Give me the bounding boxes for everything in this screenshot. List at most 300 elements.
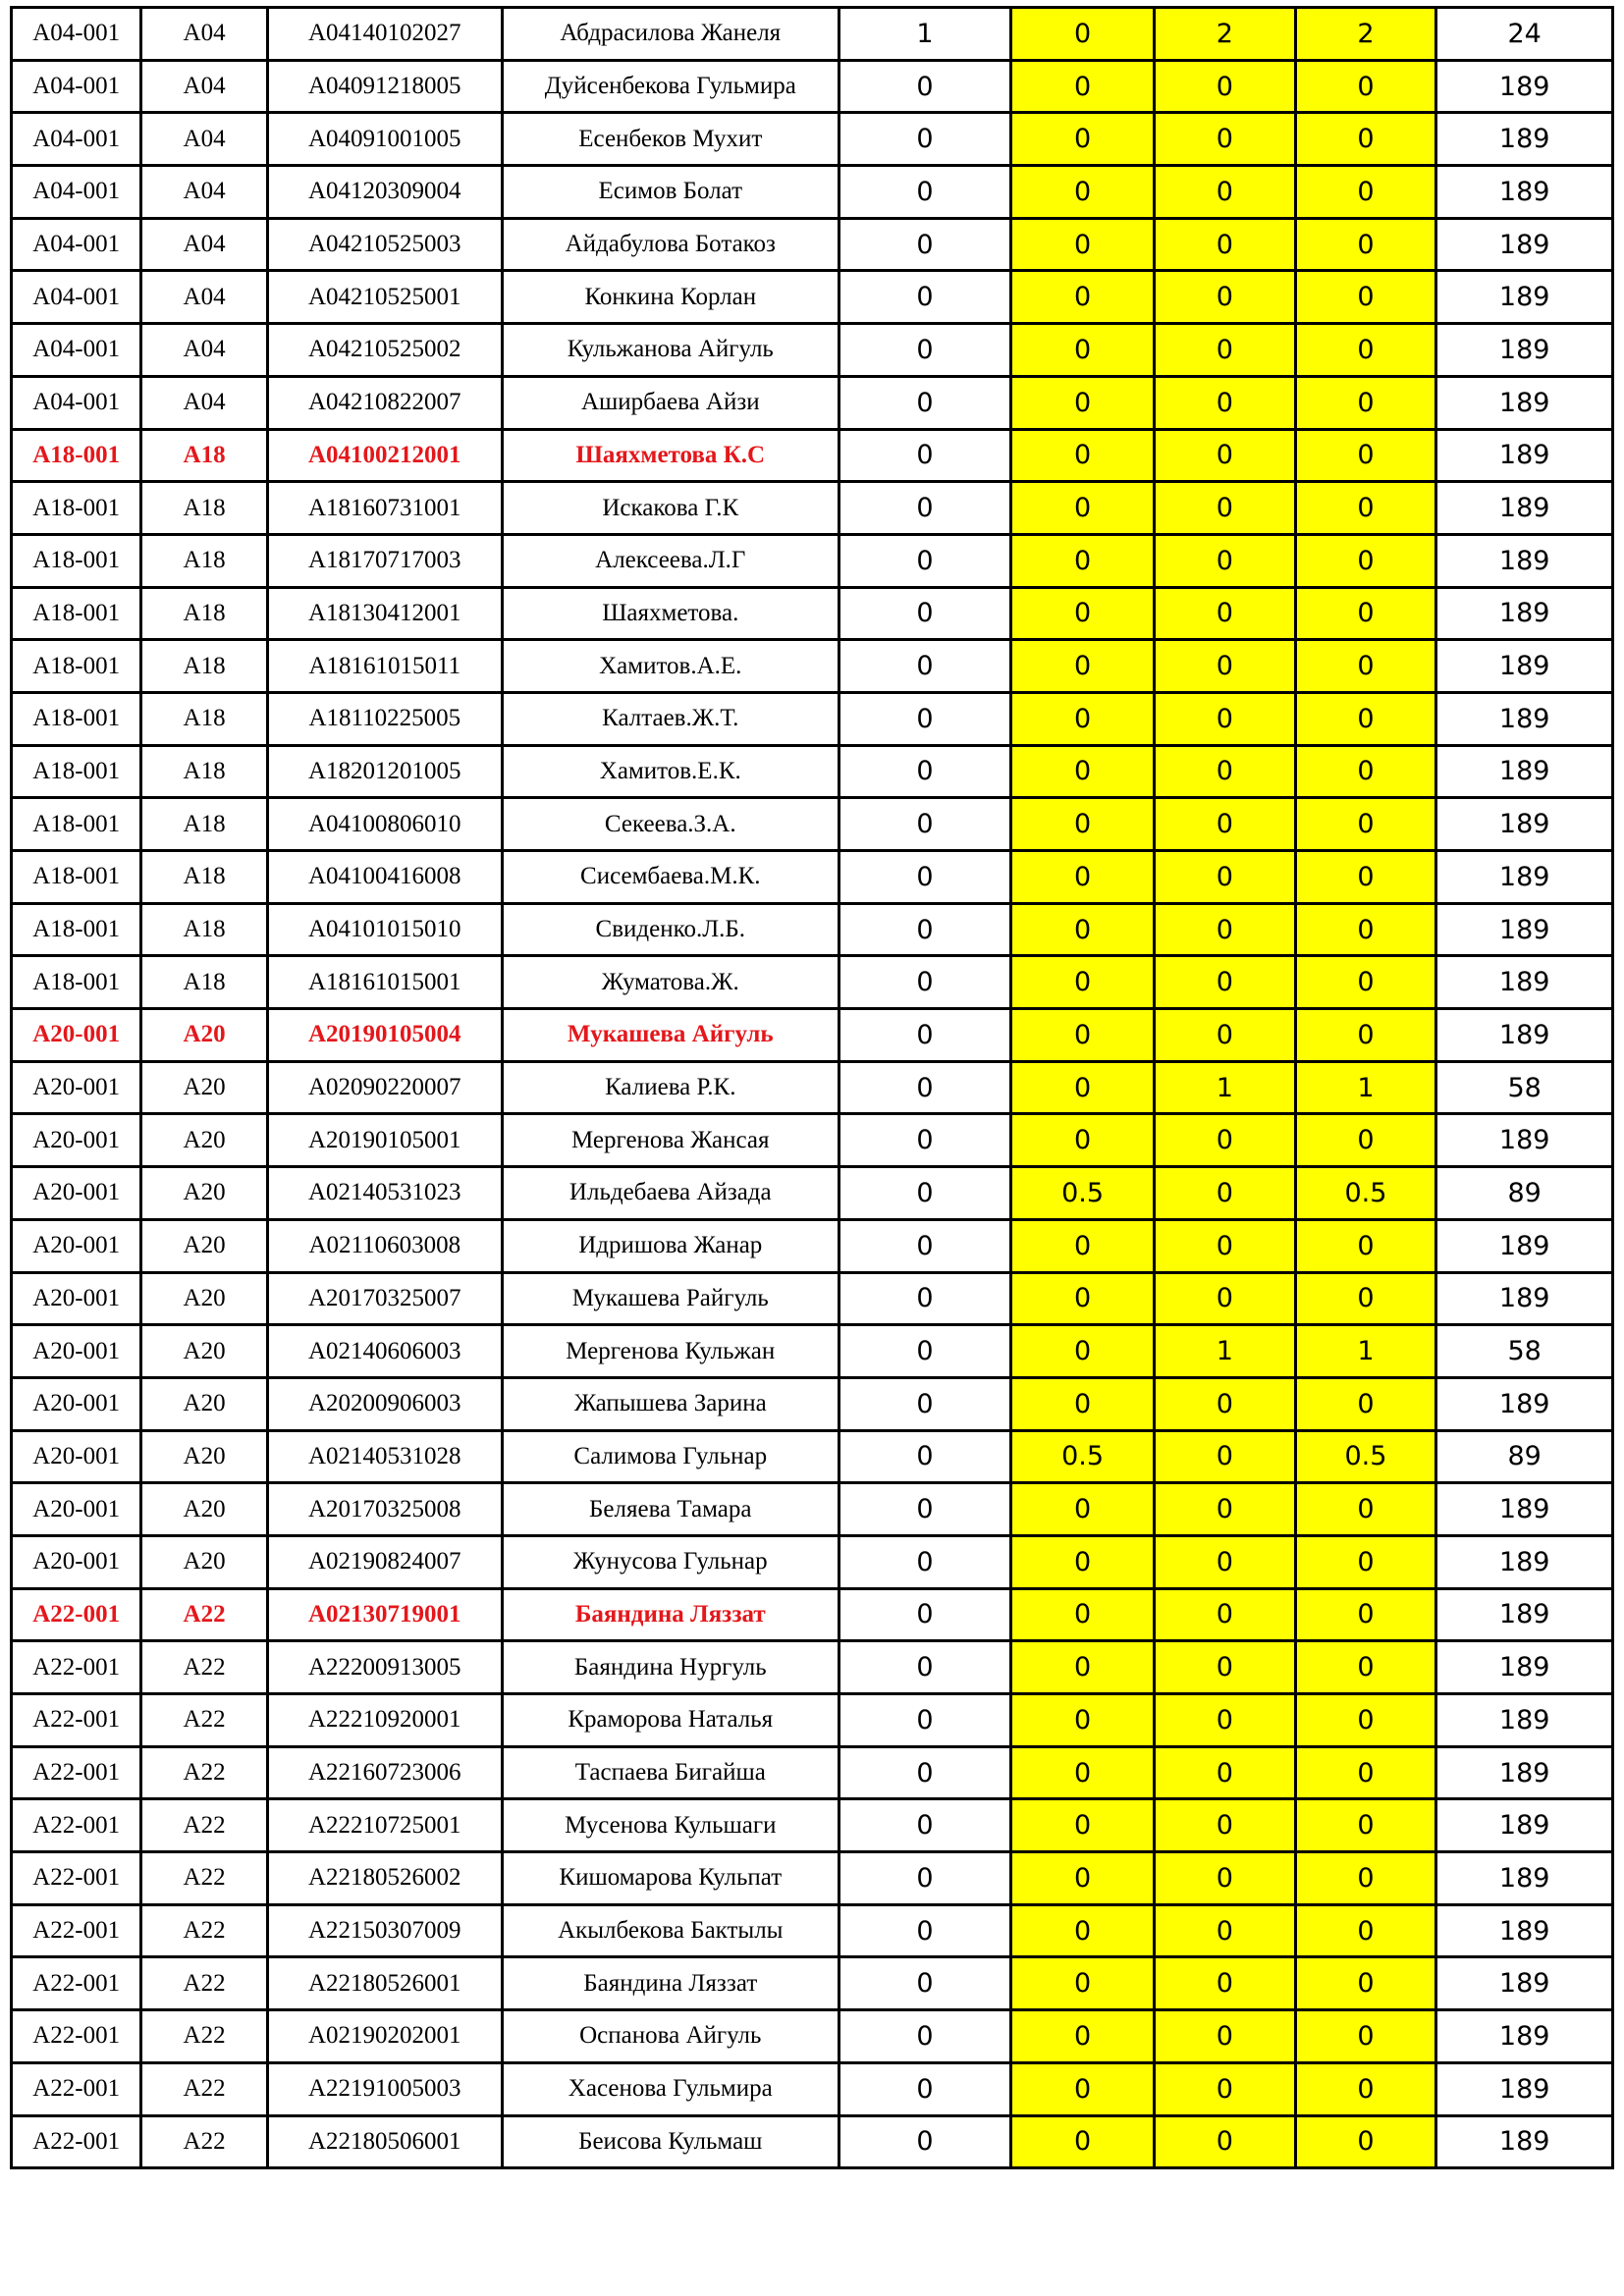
cell-id: А02190202001 bbox=[267, 2010, 502, 2063]
cell-code: А18-001 bbox=[12, 534, 141, 587]
cell-value-5: 189 bbox=[1436, 587, 1613, 640]
cell-id: А04100212001 bbox=[267, 429, 502, 482]
table-row bbox=[12, 1535, 1613, 1588]
table-row bbox=[12, 218, 1613, 271]
cell-name: Аширбаева Айзи bbox=[502, 376, 839, 429]
cell-group: А20 bbox=[141, 1114, 267, 1167]
cell-code: А22-001 bbox=[12, 1641, 141, 1694]
cell-value-3: 2 bbox=[1154, 8, 1295, 61]
cell-group: А20 bbox=[141, 1219, 267, 1272]
cell-value-1: 0 bbox=[839, 1852, 1011, 1905]
cell-code: А22-001 bbox=[12, 1746, 141, 1799]
cell-id: А02140531028 bbox=[267, 1430, 502, 1483]
cell-value-3: 0 bbox=[1154, 587, 1295, 640]
cell-value-1: 0 bbox=[839, 745, 1011, 798]
cell-value-3: 0 bbox=[1154, 482, 1295, 535]
cell-value-3: 0 bbox=[1154, 1694, 1295, 1747]
cell-code: А22-001 bbox=[12, 2115, 141, 2168]
cell-id: А04210525002 bbox=[267, 324, 502, 377]
cell-value-5: 189 bbox=[1436, 1746, 1613, 1799]
cell-code: А04-001 bbox=[12, 376, 141, 429]
cell-group: А22 bbox=[141, 1852, 267, 1905]
cell-value-1: 0 bbox=[839, 1588, 1011, 1641]
cell-id: А20190105001 bbox=[267, 1114, 502, 1167]
cell-id: А04140102027 bbox=[267, 8, 502, 61]
cell-value-2: 0 bbox=[1011, 1061, 1155, 1114]
cell-value-2: 0.5 bbox=[1011, 1167, 1155, 1220]
cell-code: А20-001 bbox=[12, 1272, 141, 1325]
cell-value-1: 0 bbox=[839, 324, 1011, 377]
cell-value-2: 0 bbox=[1011, 1009, 1155, 1062]
cell-value-5: 189 bbox=[1436, 218, 1613, 271]
cell-value-4: 0 bbox=[1295, 1904, 1436, 1957]
cell-value-1: 0 bbox=[839, 2010, 1011, 2063]
cell-code: А04-001 bbox=[12, 113, 141, 166]
cell-group: А04 bbox=[141, 113, 267, 166]
cell-code: А22-001 bbox=[12, 1904, 141, 1957]
cell-id: А18170717003 bbox=[267, 534, 502, 587]
table-row bbox=[12, 113, 1613, 166]
cell-value-3: 0 bbox=[1154, 324, 1295, 377]
cell-name: Оспанова Айгуль bbox=[502, 2010, 839, 2063]
cell-value-3: 0 bbox=[1154, 903, 1295, 956]
cell-id: А18161015001 bbox=[267, 956, 502, 1009]
cell-id: А22180526001 bbox=[267, 1957, 502, 2010]
cell-value-4: 0 bbox=[1295, 1746, 1436, 1799]
cell-value-1: 0 bbox=[839, 1535, 1011, 1588]
cell-value-3: 0 bbox=[1154, 429, 1295, 482]
cell-value-3: 0 bbox=[1154, 218, 1295, 271]
cell-value-3: 0 bbox=[1154, 1483, 1295, 1536]
cell-name: Дуйсенбекова Гульмира bbox=[502, 60, 839, 113]
table-row bbox=[12, 1641, 1613, 1694]
cell-value-5: 189 bbox=[1436, 1272, 1613, 1325]
table-body bbox=[12, 8, 1613, 2168]
cell-code: А04-001 bbox=[12, 271, 141, 324]
cell-name: Алексеева.Л.Г bbox=[502, 534, 839, 587]
cell-name: Калтаев.Ж.Т. bbox=[502, 692, 839, 745]
cell-value-3: 1 bbox=[1154, 1325, 1295, 1378]
cell-name: Баяндина Ляззат bbox=[502, 1957, 839, 2010]
cell-id: А18161015011 bbox=[267, 640, 502, 693]
table-row bbox=[12, 1957, 1613, 2010]
table-row bbox=[12, 1799, 1613, 1852]
cell-id: А02190824007 bbox=[267, 1535, 502, 1588]
cell-value-2: 0 bbox=[1011, 1957, 1155, 2010]
cell-group: А04 bbox=[141, 166, 267, 219]
cell-value-4: 0 bbox=[1295, 271, 1436, 324]
cell-value-1: 0 bbox=[839, 851, 1011, 904]
cell-code: А18-001 bbox=[12, 903, 141, 956]
cell-value-1: 0 bbox=[839, 692, 1011, 745]
cell-value-5: 189 bbox=[1436, 956, 1613, 1009]
cell-value-4: 0 bbox=[1295, 851, 1436, 904]
cell-value-2: 0 bbox=[1011, 482, 1155, 535]
cell-name: Калиева Р.К. bbox=[502, 1061, 839, 1114]
cell-value-5: 189 bbox=[1436, 1852, 1613, 1905]
cell-value-4: 2 bbox=[1295, 8, 1436, 61]
cell-value-1: 0 bbox=[839, 1009, 1011, 1062]
cell-id: А22210725001 bbox=[267, 1799, 502, 1852]
cell-group: А18 bbox=[141, 798, 267, 851]
cell-value-4: 0 bbox=[1295, 1799, 1436, 1852]
cell-value-4: 0 bbox=[1295, 376, 1436, 429]
cell-value-5: 189 bbox=[1436, 2010, 1613, 2063]
cell-value-4: 0 bbox=[1295, 1588, 1436, 1641]
cell-value-5: 189 bbox=[1436, 166, 1613, 219]
cell-code: А22-001 bbox=[12, 2010, 141, 2063]
cell-id: А04091218005 bbox=[267, 60, 502, 113]
cell-value-4: 0 bbox=[1295, 956, 1436, 1009]
cell-value-1: 0 bbox=[839, 1377, 1011, 1430]
cell-value-2: 0 bbox=[1011, 60, 1155, 113]
cell-code: А20-001 bbox=[12, 1377, 141, 1430]
cell-code: А22-001 bbox=[12, 1852, 141, 1905]
cell-value-4: 0 bbox=[1295, 692, 1436, 745]
cell-value-4: 0 bbox=[1295, 745, 1436, 798]
cell-code: А18-001 bbox=[12, 745, 141, 798]
cell-group: А22 bbox=[141, 2010, 267, 2063]
cell-name: Мергенова Кульжан bbox=[502, 1325, 839, 1378]
cell-name: Хасенова Гульмира bbox=[502, 2062, 839, 2115]
cell-name: Есенбеков Мухит bbox=[502, 113, 839, 166]
cell-value-2: 0 bbox=[1011, 534, 1155, 587]
cell-code: А18-001 bbox=[12, 482, 141, 535]
table-row bbox=[12, 1904, 1613, 1957]
cell-value-1: 0 bbox=[839, 482, 1011, 535]
table-row bbox=[12, 956, 1613, 1009]
table-row bbox=[12, 1746, 1613, 1799]
cell-value-3: 0 bbox=[1154, 60, 1295, 113]
cell-value-1: 0 bbox=[839, 956, 1011, 1009]
cell-name: Хамитов.Е.К. bbox=[502, 745, 839, 798]
cell-name: Сисембаева.М.К. bbox=[502, 851, 839, 904]
cell-value-3: 0 bbox=[1154, 851, 1295, 904]
cell-value-2: 0 bbox=[1011, 2062, 1155, 2115]
cell-value-2: 0 bbox=[1011, 218, 1155, 271]
cell-group: А04 bbox=[141, 324, 267, 377]
cell-value-4: 0 bbox=[1295, 1219, 1436, 1272]
cell-value-1: 0 bbox=[839, 1430, 1011, 1483]
cell-value-3: 0 bbox=[1154, 1588, 1295, 1641]
cell-value-1: 0 bbox=[839, 534, 1011, 587]
cell-group: А20 bbox=[141, 1009, 267, 1062]
cell-value-1: 0 bbox=[839, 376, 1011, 429]
cell-value-3: 0 bbox=[1154, 1272, 1295, 1325]
table-row bbox=[12, 640, 1613, 693]
cell-code: А22-001 bbox=[12, 1957, 141, 2010]
table-row-group-head bbox=[12, 1009, 1613, 1062]
cell-id: А18160731001 bbox=[267, 482, 502, 535]
cell-id: А02110603008 bbox=[267, 1219, 502, 1272]
cell-value-2: 0 bbox=[1011, 376, 1155, 429]
cell-name: Салимова Гульнар bbox=[502, 1430, 839, 1483]
cell-value-2: 0 bbox=[1011, 166, 1155, 219]
cell-value-3: 0 bbox=[1154, 166, 1295, 219]
cell-code: А20-001 bbox=[12, 1167, 141, 1220]
cell-value-2: 0 bbox=[1011, 324, 1155, 377]
cell-group: А04 bbox=[141, 218, 267, 271]
cell-value-3: 0 bbox=[1154, 376, 1295, 429]
staff-table bbox=[10, 6, 1614, 2169]
cell-value-2: 0 bbox=[1011, 798, 1155, 851]
table-row bbox=[12, 1167, 1613, 1220]
cell-value-2: 0 bbox=[1011, 1852, 1155, 1905]
cell-value-1: 0 bbox=[839, 429, 1011, 482]
cell-group: А18 bbox=[141, 534, 267, 587]
cell-value-5: 58 bbox=[1436, 1061, 1613, 1114]
cell-group: А20 bbox=[141, 1061, 267, 1114]
cell-value-1: 0 bbox=[839, 113, 1011, 166]
cell-value-1: 0 bbox=[839, 1904, 1011, 1957]
cell-value-5: 89 bbox=[1436, 1167, 1613, 1220]
cell-name: Идришова Жанар bbox=[502, 1219, 839, 1272]
cell-value-2: 0 bbox=[1011, 640, 1155, 693]
cell-group: А22 bbox=[141, 2062, 267, 2115]
cell-value-4: 0 bbox=[1295, 640, 1436, 693]
cell-value-3: 0 bbox=[1154, 692, 1295, 745]
cell-value-2: 0 bbox=[1011, 2115, 1155, 2168]
cell-value-1: 0 bbox=[839, 2062, 1011, 2115]
cell-value-1: 0 bbox=[839, 166, 1011, 219]
cell-name: Баяндина Нургуль bbox=[502, 1641, 839, 1694]
cell-id: А02140531023 bbox=[267, 1167, 502, 1220]
cell-value-3: 0 bbox=[1154, 2062, 1295, 2115]
cell-group: А22 bbox=[141, 1957, 267, 2010]
cell-value-1: 0 bbox=[839, 2115, 1011, 2168]
cell-value-3: 0 bbox=[1154, 1430, 1295, 1483]
cell-code: А20-001 bbox=[12, 1325, 141, 1378]
cell-value-4: 0 bbox=[1295, 429, 1436, 482]
table-row bbox=[12, 1694, 1613, 1747]
cell-value-5: 189 bbox=[1436, 1799, 1613, 1852]
table-row bbox=[12, 1219, 1613, 1272]
cell-value-3: 0 bbox=[1154, 534, 1295, 587]
cell-value-2: 0 bbox=[1011, 1483, 1155, 1536]
table-row bbox=[12, 166, 1613, 219]
cell-value-1: 0 bbox=[839, 640, 1011, 693]
cell-id: А20170325007 bbox=[267, 1272, 502, 1325]
cell-value-3: 0 bbox=[1154, 1852, 1295, 1905]
cell-value-2: 0 bbox=[1011, 1272, 1155, 1325]
cell-value-4: 0.5 bbox=[1295, 1430, 1436, 1483]
cell-code: А04-001 bbox=[12, 218, 141, 271]
cell-id: А04100806010 bbox=[267, 798, 502, 851]
cell-id: А22200913005 bbox=[267, 1641, 502, 1694]
cell-id: А22160723006 bbox=[267, 1746, 502, 1799]
cell-value-4: 0 bbox=[1295, 113, 1436, 166]
cell-code: А18-001 bbox=[12, 640, 141, 693]
cell-group: А18 bbox=[141, 482, 267, 535]
cell-value-5: 189 bbox=[1436, 271, 1613, 324]
cell-value-3: 0 bbox=[1154, 798, 1295, 851]
cell-name: Абдрасилова Жанеля bbox=[502, 8, 839, 61]
cell-value-5: 189 bbox=[1436, 376, 1613, 429]
cell-value-4: 0 bbox=[1295, 587, 1436, 640]
cell-id: А04101015010 bbox=[267, 903, 502, 956]
cell-value-1: 0 bbox=[839, 1114, 1011, 1167]
cell-value-4: 0 bbox=[1295, 1009, 1436, 1062]
table-row bbox=[12, 2115, 1613, 2168]
cell-name: Конкина Корлан bbox=[502, 271, 839, 324]
cell-value-2: 0 bbox=[1011, 851, 1155, 904]
cell-value-4: 0 bbox=[1295, 60, 1436, 113]
cell-code: А20-001 bbox=[12, 1483, 141, 1536]
cell-name: Мукашева Райгуль bbox=[502, 1272, 839, 1325]
cell-value-3: 0 bbox=[1154, 1799, 1295, 1852]
cell-value-3: 0 bbox=[1154, 640, 1295, 693]
cell-value-4: 0 bbox=[1295, 903, 1436, 956]
cell-value-1: 1 bbox=[839, 8, 1011, 61]
cell-group: А22 bbox=[141, 2115, 267, 2168]
cell-value-1: 0 bbox=[839, 1325, 1011, 1378]
cell-group: А22 bbox=[141, 1904, 267, 1957]
cell-id: А22210920001 bbox=[267, 1694, 502, 1747]
cell-value-4: 0 bbox=[1295, 2062, 1436, 2115]
table-row bbox=[12, 482, 1613, 535]
table-row bbox=[12, 1483, 1613, 1536]
cell-group: А22 bbox=[141, 1694, 267, 1747]
table-row bbox=[12, 903, 1613, 956]
table-row bbox=[12, 587, 1613, 640]
table-row bbox=[12, 1377, 1613, 1430]
cell-value-3: 0 bbox=[1154, 1904, 1295, 1957]
cell-value-3: 0 bbox=[1154, 1167, 1295, 1220]
cell-value-3: 0 bbox=[1154, 1746, 1295, 1799]
cell-value-2: 0 bbox=[1011, 1799, 1155, 1852]
cell-name: Беисова Кульмаш bbox=[502, 2115, 839, 2168]
table-row bbox=[12, 376, 1613, 429]
cell-value-2: 0 bbox=[1011, 1377, 1155, 1430]
cell-value-5: 189 bbox=[1436, 1588, 1613, 1641]
cell-id: А22180526002 bbox=[267, 1852, 502, 1905]
cell-value-4: 0 bbox=[1295, 1957, 1436, 2010]
cell-value-2: 0 bbox=[1011, 1694, 1155, 1747]
cell-id: А22191005003 bbox=[267, 2062, 502, 2115]
cell-value-2: 0.5 bbox=[1011, 1430, 1155, 1483]
cell-name: Беляева Тамара bbox=[502, 1483, 839, 1536]
cell-group: А04 bbox=[141, 271, 267, 324]
cell-value-4: 0 bbox=[1295, 2010, 1436, 2063]
cell-id: А22180506001 bbox=[267, 2115, 502, 2168]
cell-value-2: 0 bbox=[1011, 587, 1155, 640]
cell-name: Искакова Г.К bbox=[502, 482, 839, 535]
table-row bbox=[12, 2010, 1613, 2063]
cell-value-3: 0 bbox=[1154, 113, 1295, 166]
table-row bbox=[12, 1325, 1613, 1378]
cell-value-4: 1 bbox=[1295, 1061, 1436, 1114]
cell-value-2: 0 bbox=[1011, 745, 1155, 798]
cell-name: Секеева.З.А. bbox=[502, 798, 839, 851]
cell-value-4: 0 bbox=[1295, 1852, 1436, 1905]
table-row bbox=[12, 1430, 1613, 1483]
cell-value-4: 0 bbox=[1295, 798, 1436, 851]
cell-id: А04100416008 bbox=[267, 851, 502, 904]
cell-value-1: 0 bbox=[839, 1746, 1011, 1799]
cell-group: А20 bbox=[141, 1377, 267, 1430]
cell-code: А22-001 bbox=[12, 1694, 141, 1747]
cell-group: А20 bbox=[141, 1167, 267, 1220]
cell-name: Свиденко.Л.Б. bbox=[502, 903, 839, 956]
cell-value-4: 0 bbox=[1295, 482, 1436, 535]
cell-group: А22 bbox=[141, 1746, 267, 1799]
cell-value-3: 0 bbox=[1154, 1641, 1295, 1694]
cell-name: Жунусова Гульнар bbox=[502, 1535, 839, 1588]
cell-id: А20170325008 bbox=[267, 1483, 502, 1536]
cell-code: А18-001 bbox=[12, 587, 141, 640]
cell-group: А22 bbox=[141, 1641, 267, 1694]
cell-group: А18 bbox=[141, 692, 267, 745]
cell-code: А22-001 bbox=[12, 1799, 141, 1852]
cell-value-5: 189 bbox=[1436, 1535, 1613, 1588]
cell-value-3: 0 bbox=[1154, 1219, 1295, 1272]
cell-value-2: 0 bbox=[1011, 8, 1155, 61]
table-row bbox=[12, 324, 1613, 377]
cell-code: А18-001 bbox=[12, 798, 141, 851]
cell-value-5: 189 bbox=[1436, 2115, 1613, 2168]
cell-name: Шаяхметова. bbox=[502, 587, 839, 640]
cell-value-3: 0 bbox=[1154, 1957, 1295, 2010]
cell-group: А04 bbox=[141, 60, 267, 113]
cell-value-2: 0 bbox=[1011, 1588, 1155, 1641]
cell-code: А20-001 bbox=[12, 1009, 141, 1062]
cell-code: А04-001 bbox=[12, 166, 141, 219]
cell-name: Жапышева Зарина bbox=[502, 1377, 839, 1430]
cell-group: А18 bbox=[141, 745, 267, 798]
cell-name: Ильдебаева Айзада bbox=[502, 1167, 839, 1220]
cell-value-1: 0 bbox=[839, 587, 1011, 640]
cell-value-5: 89 bbox=[1436, 1430, 1613, 1483]
cell-value-1: 0 bbox=[839, 218, 1011, 271]
table-row bbox=[12, 692, 1613, 745]
cell-group: А04 bbox=[141, 8, 267, 61]
cell-value-1: 0 bbox=[839, 60, 1011, 113]
cell-value-5: 189 bbox=[1436, 1114, 1613, 1167]
cell-code: А22-001 bbox=[12, 1588, 141, 1641]
cell-group: А18 bbox=[141, 903, 267, 956]
cell-id: А04120309004 bbox=[267, 166, 502, 219]
cell-id: А02140606003 bbox=[267, 1325, 502, 1378]
cell-value-4: 0 bbox=[1295, 1641, 1436, 1694]
table-row bbox=[12, 745, 1613, 798]
cell-value-5: 189 bbox=[1436, 113, 1613, 166]
cell-code: А18-001 bbox=[12, 851, 141, 904]
cell-value-5: 189 bbox=[1436, 482, 1613, 535]
cell-value-2: 0 bbox=[1011, 1641, 1155, 1694]
cell-value-2: 0 bbox=[1011, 1904, 1155, 1957]
cell-id: А02130719001 bbox=[267, 1588, 502, 1641]
cell-group: А18 bbox=[141, 587, 267, 640]
cell-value-1: 0 bbox=[839, 903, 1011, 956]
cell-value-2: 0 bbox=[1011, 1535, 1155, 1588]
cell-code: А18-001 bbox=[12, 429, 141, 482]
cell-value-4: 0 bbox=[1295, 1694, 1436, 1747]
cell-code: А20-001 bbox=[12, 1219, 141, 1272]
cell-value-3: 0 bbox=[1154, 956, 1295, 1009]
cell-value-4: 0 bbox=[1295, 534, 1436, 587]
cell-value-2: 0 bbox=[1011, 271, 1155, 324]
cell-value-2: 0 bbox=[1011, 1219, 1155, 1272]
cell-value-2: 0 bbox=[1011, 1114, 1155, 1167]
cell-value-5: 189 bbox=[1436, 534, 1613, 587]
table-row bbox=[12, 1061, 1613, 1114]
cell-value-5: 189 bbox=[1436, 745, 1613, 798]
cell-name: Баяндина Ляззат bbox=[502, 1588, 839, 1641]
cell-value-3: 0 bbox=[1154, 1535, 1295, 1588]
table-row-group-head bbox=[12, 1588, 1613, 1641]
cell-id: А04091001005 bbox=[267, 113, 502, 166]
cell-value-1: 0 bbox=[839, 1694, 1011, 1747]
